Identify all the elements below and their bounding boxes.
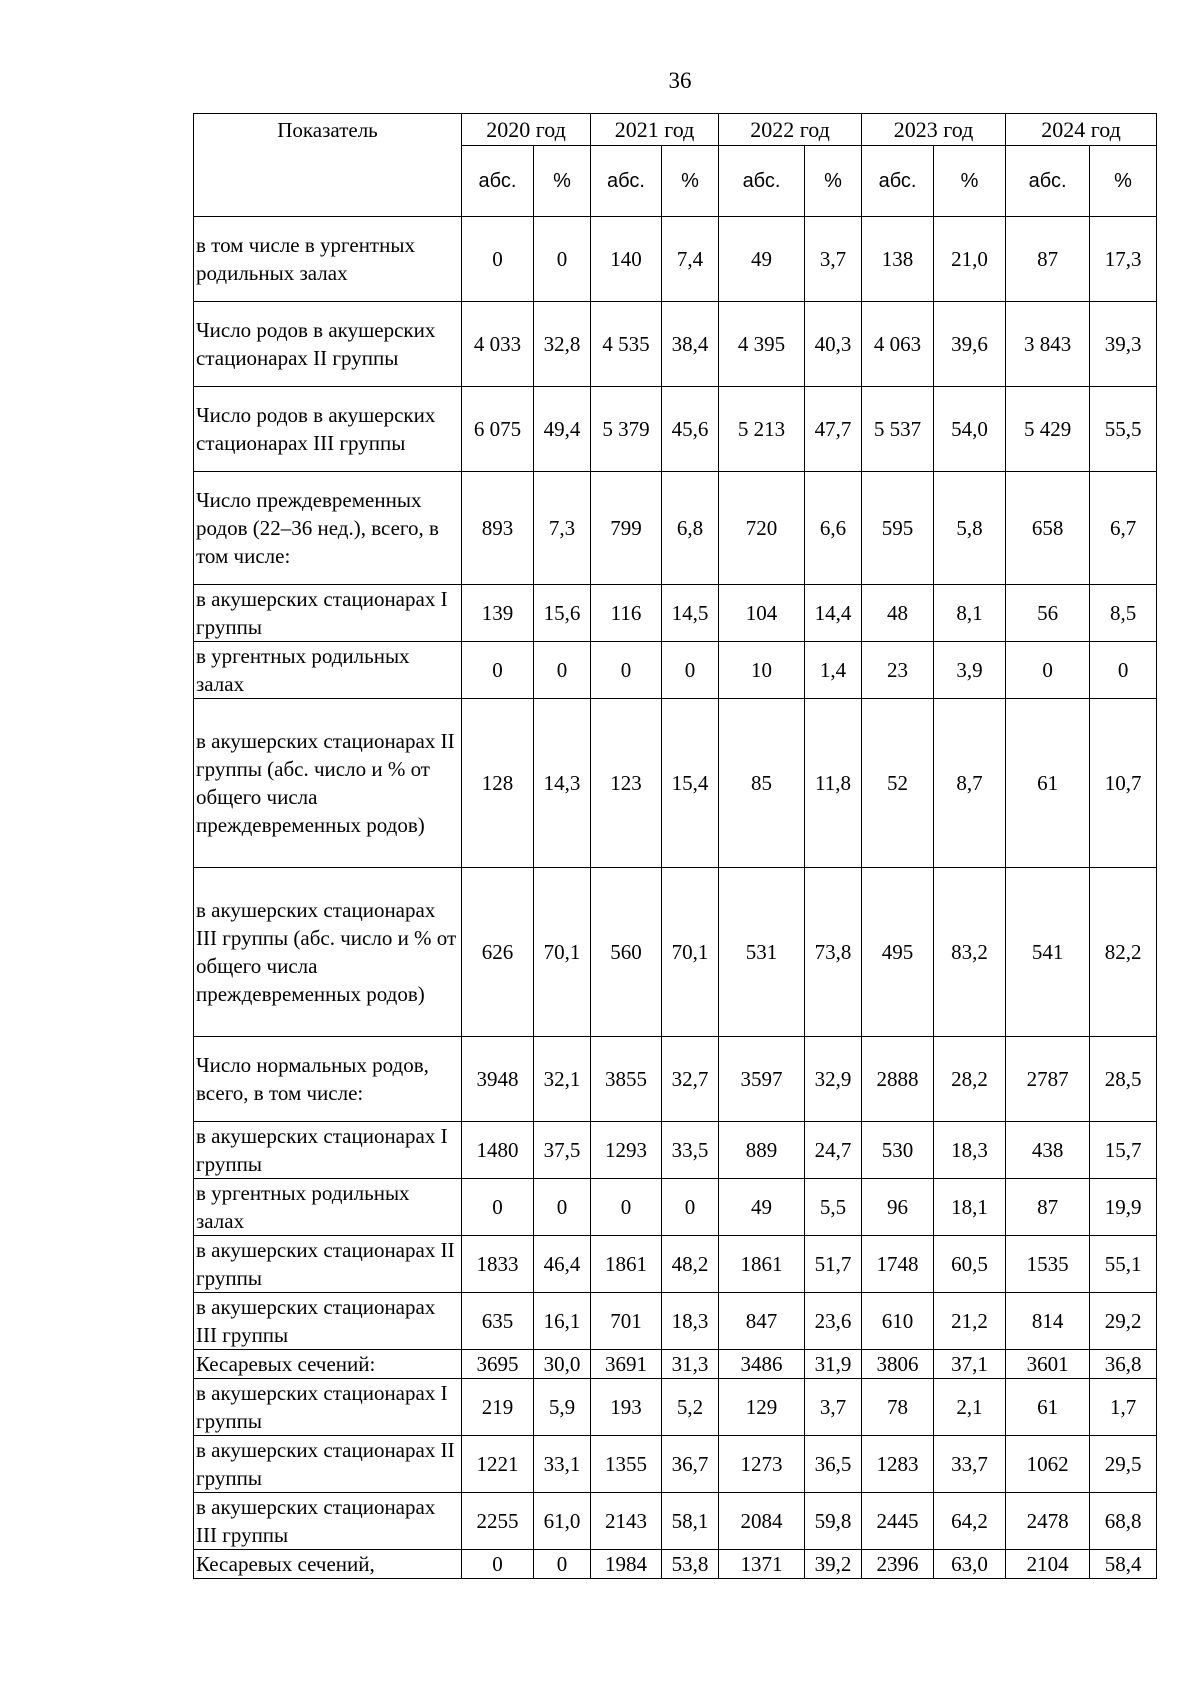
cell-abs-value: 1984 xyxy=(591,1550,662,1579)
table-row xyxy=(194,217,1157,302)
cell-pct-value: 55,1 xyxy=(1090,1236,1157,1293)
cell-pct-value: 5,8 xyxy=(934,472,1006,585)
cell-pct-value: 47,7 xyxy=(805,387,862,472)
cell-pct-value: 29,2 xyxy=(1090,1293,1157,1350)
cell-abs-value: 5 213 xyxy=(719,387,805,472)
table-row xyxy=(194,1550,1157,1579)
cell-pct-value: 6,8 xyxy=(662,472,719,585)
cell-pct-value: 37,1 xyxy=(934,1350,1006,1379)
cell-pct-value: 32,1 xyxy=(534,1037,591,1122)
cell-abs-value: 87 xyxy=(1006,217,1090,302)
table-row xyxy=(194,868,1157,1037)
cell-pct-value: 18,3 xyxy=(934,1122,1006,1179)
cell-abs-value: 123 xyxy=(591,699,662,868)
cell-abs-value: 61 xyxy=(1006,699,1090,868)
table-row xyxy=(194,1379,1157,1436)
row-label: Кесаревых сечений: xyxy=(194,1350,462,1379)
cell-pct-value: 1,7 xyxy=(1090,1379,1157,1436)
cell-abs-value: 889 xyxy=(719,1122,805,1179)
cell-abs-value: 87 xyxy=(1006,1179,1090,1236)
cell-abs-value: 23 xyxy=(862,642,934,699)
table-row xyxy=(194,472,1157,585)
unit-abs-header: абс. xyxy=(719,146,805,217)
cell-abs-value: 3695 xyxy=(462,1350,534,1379)
page-number: 36 xyxy=(668,68,692,93)
cell-abs-value: 847 xyxy=(719,1293,805,1350)
cell-abs-value: 1273 xyxy=(719,1436,805,1493)
cell-abs-value: 219 xyxy=(462,1379,534,1436)
cell-abs-value: 1371 xyxy=(719,1550,805,1579)
cell-abs-value: 560 xyxy=(591,868,662,1037)
cell-pct-value: 23,6 xyxy=(805,1293,862,1350)
cell-pct-value: 70,1 xyxy=(662,868,719,1037)
cell-abs-value: 2787 xyxy=(1006,1037,1090,1122)
header-row-years xyxy=(194,114,1157,146)
cell-abs-value: 893 xyxy=(462,472,534,585)
cell-pct-value: 82,2 xyxy=(1090,868,1157,1037)
cell-abs-value: 1535 xyxy=(1006,1236,1090,1293)
cell-abs-value: 1062 xyxy=(1006,1436,1090,1493)
cell-pct-value: 39,3 xyxy=(1090,302,1157,387)
cell-pct-value: 45,6 xyxy=(662,387,719,472)
cell-abs-value: 3806 xyxy=(862,1350,934,1379)
cell-abs-value: 2143 xyxy=(591,1493,662,1550)
cell-abs-value: 49 xyxy=(719,217,805,302)
cell-abs-value: 2084 xyxy=(719,1493,805,1550)
year-header-2022: 2022 год xyxy=(719,114,862,146)
unit-abs-header: абс. xyxy=(1006,146,1090,217)
cell-pct-value: 38,4 xyxy=(662,302,719,387)
cell-pct-value: 0 xyxy=(534,1179,591,1236)
cell-abs-value: 0 xyxy=(462,217,534,302)
cell-pct-value: 5,9 xyxy=(534,1379,591,1436)
cell-pct-value: 40,3 xyxy=(805,302,862,387)
unit-pct-header: % xyxy=(805,146,862,217)
cell-pct-value: 33,7 xyxy=(934,1436,1006,1493)
row-label: Число родов в акушерских стационарах III группы xyxy=(194,387,462,472)
cell-abs-value: 3601 xyxy=(1006,1350,1090,1379)
row-label: в акушерских стационарах I группы xyxy=(194,1122,462,1179)
cell-pct-value: 36,7 xyxy=(662,1436,719,1493)
cell-pct-value: 28,5 xyxy=(1090,1037,1157,1122)
cell-pct-value: 31,3 xyxy=(662,1350,719,1379)
cell-abs-value: 626 xyxy=(462,868,534,1037)
cell-pct-value: 0 xyxy=(1090,642,1157,699)
cell-pct-value: 68,8 xyxy=(1090,1493,1157,1550)
cell-pct-value: 8,5 xyxy=(1090,585,1157,642)
cell-pct-value: 32,8 xyxy=(534,302,591,387)
cell-pct-value: 3,7 xyxy=(805,1379,862,1436)
cell-pct-value: 6,6 xyxy=(805,472,862,585)
cell-abs-value: 2396 xyxy=(862,1550,934,1579)
cell-pct-value: 39,2 xyxy=(805,1550,862,1579)
cell-abs-value: 139 xyxy=(462,585,534,642)
cell-abs-value: 4 063 xyxy=(862,302,934,387)
cell-abs-value: 1293 xyxy=(591,1122,662,1179)
cell-abs-value: 56 xyxy=(1006,585,1090,642)
cell-pct-value: 58,1 xyxy=(662,1493,719,1550)
cell-pct-value: 24,7 xyxy=(805,1122,862,1179)
cell-pct-value: 0 xyxy=(662,1179,719,1236)
cell-abs-value: 3486 xyxy=(719,1350,805,1379)
cell-abs-value: 104 xyxy=(719,585,805,642)
cell-pct-value: 46,4 xyxy=(534,1236,591,1293)
cell-pct-value: 28,2 xyxy=(934,1037,1006,1122)
cell-pct-value: 21,0 xyxy=(934,217,1006,302)
unit-abs-header: абс. xyxy=(591,146,662,217)
cell-abs-value: 4 535 xyxy=(591,302,662,387)
cell-pct-value: 18,1 xyxy=(934,1179,1006,1236)
cell-pct-value: 3,9 xyxy=(934,642,1006,699)
cell-pct-value: 0 xyxy=(662,642,719,699)
year-header-2024: 2024 год xyxy=(1006,114,1157,146)
cell-pct-value: 53,8 xyxy=(662,1550,719,1579)
cell-pct-value: 7,3 xyxy=(534,472,591,585)
unit-pct-header: % xyxy=(662,146,719,217)
row-label: в акушерских стационарах II группы (абс. число и % от общего числа преждевременных родов) xyxy=(194,699,462,868)
cell-abs-value: 2255 xyxy=(462,1493,534,1550)
table-header xyxy=(194,114,1157,217)
cell-pct-value: 59,8 xyxy=(805,1493,862,1550)
cell-pct-value: 51,7 xyxy=(805,1236,862,1293)
cell-pct-value: 36,5 xyxy=(805,1436,862,1493)
row-label: в ургентных родильных залах xyxy=(194,642,462,699)
cell-pct-value: 14,4 xyxy=(805,585,862,642)
cell-abs-value: 799 xyxy=(591,472,662,585)
row-label: в акушерских стационарах III группы xyxy=(194,1493,462,1550)
cell-pct-value: 60,5 xyxy=(934,1236,1006,1293)
table-row xyxy=(194,642,1157,699)
table-row xyxy=(194,1436,1157,1493)
cell-abs-value: 129 xyxy=(719,1379,805,1436)
cell-pct-value: 2,1 xyxy=(934,1379,1006,1436)
unit-abs-header: абс. xyxy=(862,146,934,217)
cell-abs-value: 1355 xyxy=(591,1436,662,1493)
cell-pct-value: 14,5 xyxy=(662,585,719,642)
cell-pct-value: 33,1 xyxy=(534,1436,591,1493)
cell-pct-value: 54,0 xyxy=(934,387,1006,472)
cell-pct-value: 36,8 xyxy=(1090,1350,1157,1379)
unit-pct-header: % xyxy=(534,146,591,217)
table-row xyxy=(194,1122,1157,1179)
cell-pct-value: 31,9 xyxy=(805,1350,862,1379)
cell-abs-value: 495 xyxy=(862,868,934,1037)
cell-abs-value: 3691 xyxy=(591,1350,662,1379)
cell-pct-value: 83,2 xyxy=(934,868,1006,1037)
cell-abs-value: 61 xyxy=(1006,1379,1090,1436)
cell-pct-value: 16,1 xyxy=(534,1293,591,1350)
year-header-2023: 2023 год xyxy=(862,114,1006,146)
cell-abs-value: 48 xyxy=(862,585,934,642)
cell-pct-value: 0 xyxy=(534,642,591,699)
cell-pct-value: 33,5 xyxy=(662,1122,719,1179)
cell-abs-value: 3 843 xyxy=(1006,302,1090,387)
unit-pct-header: % xyxy=(1090,146,1157,217)
cell-pct-value: 0 xyxy=(534,217,591,302)
cell-abs-value: 530 xyxy=(862,1122,934,1179)
cell-abs-value: 2478 xyxy=(1006,1493,1090,1550)
cell-abs-value: 1861 xyxy=(719,1236,805,1293)
cell-pct-value: 5,5 xyxy=(805,1179,862,1236)
cell-abs-value: 2445 xyxy=(862,1493,934,1550)
cell-abs-value: 0 xyxy=(591,1179,662,1236)
cell-pct-value: 58,4 xyxy=(1090,1550,1157,1579)
unit-pct-header: % xyxy=(934,146,1006,217)
cell-pct-value: 8,1 xyxy=(934,585,1006,642)
unit-abs-header: абс. xyxy=(462,146,534,217)
cell-abs-value: 5 379 xyxy=(591,387,662,472)
cell-pct-value: 32,7 xyxy=(662,1037,719,1122)
row-label: Число преждевременных родов (22–36 нед.), всего, в том числе: xyxy=(194,472,462,585)
cell-abs-value: 0 xyxy=(1006,642,1090,699)
cell-abs-value: 1283 xyxy=(862,1436,934,1493)
row-label: в акушерских стационарах III группы xyxy=(194,1293,462,1350)
statistics-table xyxy=(193,113,1157,1579)
cell-abs-value: 3597 xyxy=(719,1037,805,1122)
cell-pct-value: 19,9 xyxy=(1090,1179,1157,1236)
cell-pct-value: 30,0 xyxy=(534,1350,591,1379)
row-label: в акушерских стационарах II группы xyxy=(194,1236,462,1293)
cell-abs-value: 3948 xyxy=(462,1037,534,1122)
cell-abs-value: 85 xyxy=(719,699,805,868)
cell-pct-value: 63,0 xyxy=(934,1550,1006,1579)
cell-abs-value: 1221 xyxy=(462,1436,534,1493)
cell-pct-value: 15,4 xyxy=(662,699,719,868)
cell-pct-value: 3,7 xyxy=(805,217,862,302)
cell-abs-value: 49 xyxy=(719,1179,805,1236)
table-row xyxy=(194,585,1157,642)
table-row xyxy=(194,1493,1157,1550)
year-header-2020: 2020 год xyxy=(462,114,591,146)
table-row xyxy=(194,1037,1157,1122)
table-row xyxy=(194,1350,1157,1379)
cell-abs-value: 814 xyxy=(1006,1293,1090,1350)
cell-abs-value: 720 xyxy=(719,472,805,585)
cell-abs-value: 5 537 xyxy=(862,387,934,472)
cell-abs-value: 0 xyxy=(462,642,534,699)
cell-abs-value: 5 429 xyxy=(1006,387,1090,472)
cell-pct-value: 17,3 xyxy=(1090,217,1157,302)
cell-abs-value: 2104 xyxy=(1006,1550,1090,1579)
cell-pct-value: 1,4 xyxy=(805,642,862,699)
cell-abs-value: 531 xyxy=(719,868,805,1037)
row-label: в акушерских стационарах II группы xyxy=(194,1436,462,1493)
cell-abs-value: 541 xyxy=(1006,868,1090,1037)
cell-pct-value: 6,7 xyxy=(1090,472,1157,585)
cell-abs-value: 1480 xyxy=(462,1122,534,1179)
table-row xyxy=(194,699,1157,868)
cell-abs-value: 1861 xyxy=(591,1236,662,1293)
cell-pct-value: 49,4 xyxy=(534,387,591,472)
table-row xyxy=(194,302,1157,387)
table-row xyxy=(194,1236,1157,1293)
cell-abs-value: 52 xyxy=(862,699,934,868)
row-label: Число нормальных родов, всего, в том числе: xyxy=(194,1037,462,1122)
cell-pct-value: 14,3 xyxy=(534,699,591,868)
cell-pct-value: 48,2 xyxy=(662,1236,719,1293)
cell-abs-value: 6 075 xyxy=(462,387,534,472)
cell-pct-value: 15,7 xyxy=(1090,1122,1157,1179)
table-row xyxy=(194,387,1157,472)
cell-abs-value: 0 xyxy=(462,1179,534,1236)
row-label: в том числе в ургентных родильных залах xyxy=(194,217,462,302)
cell-pct-value: 11,8 xyxy=(805,699,862,868)
cell-pct-value: 0 xyxy=(534,1550,591,1579)
cell-pct-value: 37,5 xyxy=(534,1122,591,1179)
cell-abs-value: 10 xyxy=(719,642,805,699)
cell-abs-value: 4 033 xyxy=(462,302,534,387)
cell-abs-value: 0 xyxy=(591,642,662,699)
table-body xyxy=(194,217,1157,1579)
cell-pct-value: 39,6 xyxy=(934,302,1006,387)
cell-abs-value: 3855 xyxy=(591,1037,662,1122)
cell-abs-value: 128 xyxy=(462,699,534,868)
cell-pct-value: 10,7 xyxy=(1090,699,1157,868)
cell-pct-value: 21,2 xyxy=(934,1293,1006,1350)
cell-pct-value: 8,7 xyxy=(934,699,1006,868)
cell-abs-value: 701 xyxy=(591,1293,662,1350)
row-label: в акушерских стационарах I группы xyxy=(194,585,462,642)
row-label: в акушерских стационарах I группы xyxy=(194,1379,462,1436)
cell-abs-value: 138 xyxy=(862,217,934,302)
cell-abs-value: 610 xyxy=(862,1293,934,1350)
cell-abs-value: 1748 xyxy=(862,1236,934,1293)
cell-pct-value: 29,5 xyxy=(1090,1436,1157,1493)
indicator-header: Показатель xyxy=(194,114,462,217)
cell-pct-value: 70,1 xyxy=(534,868,591,1037)
cell-pct-value: 32,9 xyxy=(805,1037,862,1122)
year-header-2021: 2021 год xyxy=(591,114,719,146)
cell-abs-value: 78 xyxy=(862,1379,934,1436)
cell-abs-value: 96 xyxy=(862,1179,934,1236)
cell-abs-value: 2888 xyxy=(862,1037,934,1122)
row-label: Число родов в акушерских стационарах II группы xyxy=(194,302,462,387)
cell-abs-value: 595 xyxy=(862,472,934,585)
cell-pct-value: 7,4 xyxy=(662,217,719,302)
row-label: в ургентных родильных залах xyxy=(194,1179,462,1236)
cell-pct-value: 73,8 xyxy=(805,868,862,1037)
row-label: Кесаревых сечений, xyxy=(194,1550,462,1579)
cell-abs-value: 658 xyxy=(1006,472,1090,585)
cell-abs-value: 4 395 xyxy=(719,302,805,387)
cell-abs-value: 438 xyxy=(1006,1122,1090,1179)
cell-abs-value: 635 xyxy=(462,1293,534,1350)
cell-pct-value: 64,2 xyxy=(934,1493,1006,1550)
cell-pct-value: 55,5 xyxy=(1090,387,1157,472)
cell-abs-value: 193 xyxy=(591,1379,662,1436)
table-row xyxy=(194,1179,1157,1236)
row-label: в акушерских стационарах III группы (абс. число и % от общего числа преждевременных родов) xyxy=(194,868,462,1037)
cell-abs-value: 1833 xyxy=(462,1236,534,1293)
cell-abs-value: 0 xyxy=(462,1550,534,1579)
cell-abs-value: 116 xyxy=(591,585,662,642)
cell-pct-value: 61,0 xyxy=(534,1493,591,1550)
cell-pct-value: 15,6 xyxy=(534,585,591,642)
cell-pct-value: 18,3 xyxy=(662,1293,719,1350)
cell-pct-value: 5,2 xyxy=(662,1379,719,1436)
cell-abs-value: 140 xyxy=(591,217,662,302)
table-row xyxy=(194,1293,1157,1350)
